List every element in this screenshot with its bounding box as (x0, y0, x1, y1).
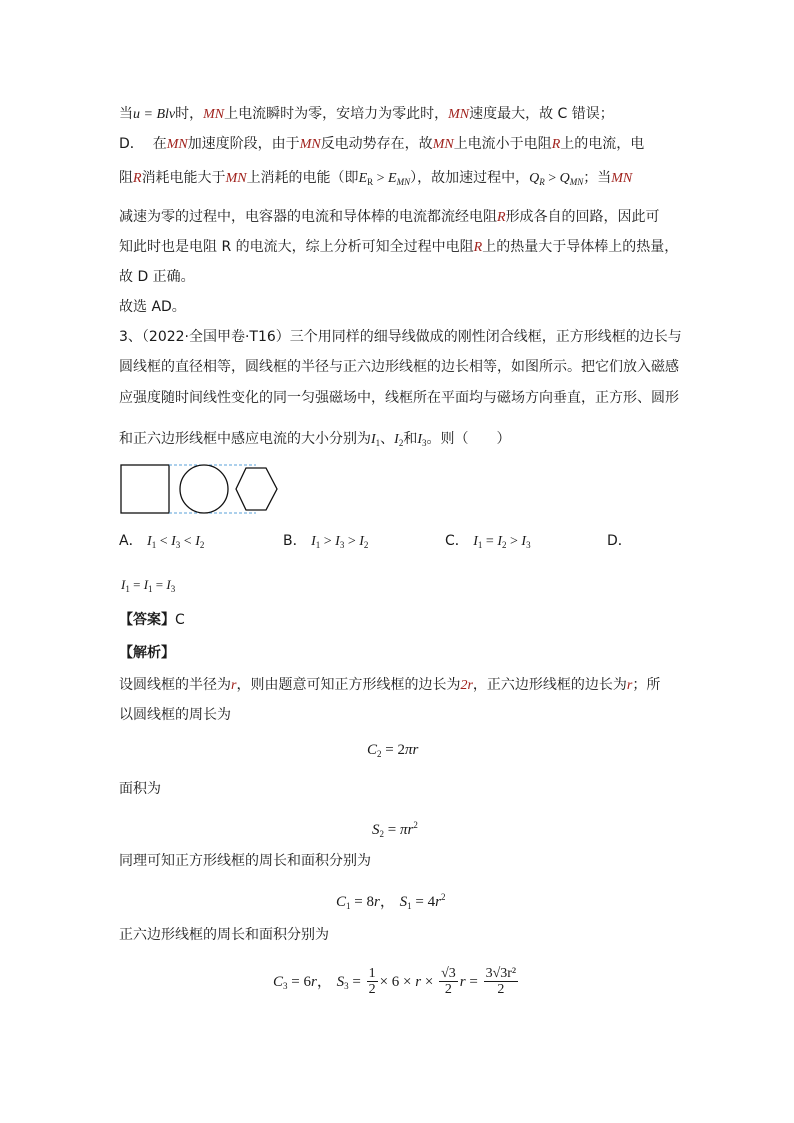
symbol-r: R (551, 137, 561, 152)
text: 知此时也是电阻 R 的电流大，综上分析可知全过程中电阻 (119, 239, 474, 255)
option-label: A． (119, 533, 143, 549)
formula: × 6 × (379, 974, 416, 990)
option-d-expr (121, 574, 175, 600)
formula: r (373, 894, 380, 910)
symbol-mn: MN (166, 137, 188, 152)
formula: = (129, 577, 144, 592)
formula: $I_1$ (311, 534, 321, 550)
formula: $C_2$ (367, 742, 382, 759)
text: 阻 (119, 170, 133, 186)
symbol-mn: MN (448, 107, 470, 122)
answer-value: C (175, 612, 185, 628)
formula: $I_3$ (335, 534, 345, 550)
formula: × (421, 974, 438, 990)
text: 上电流小于电阻 (453, 136, 552, 152)
formula: < (156, 534, 172, 549)
fraction-denominator: 2 (497, 982, 505, 997)
formula: $\pi r^2$ (399, 820, 418, 838)
prev-line-5 (119, 236, 678, 259)
prev-line-6: 故 D 正确。 (119, 269, 195, 285)
equation-c1-s1 (336, 886, 445, 917)
answer-line (119, 609, 185, 631)
formula: $I_2$ (359, 534, 369, 550)
symbol-mn: MN (299, 137, 321, 152)
formula: = (384, 822, 400, 838)
formula: $I_1$ (473, 534, 483, 550)
formula: < (180, 534, 196, 549)
circle-frame (180, 465, 228, 513)
symbol-q: Q (529, 171, 540, 186)
formula: > (320, 534, 336, 549)
formula: $C_1$ (336, 894, 351, 911)
frames-figure (118, 462, 286, 520)
symbol-e: E (358, 171, 368, 186)
fraction-numerator: 1 (368, 966, 376, 981)
subscript: MN (569, 177, 584, 187)
option-label: D． (119, 136, 144, 152)
option-label: C． (445, 533, 469, 549)
symbol-q: Q (559, 171, 570, 186)
formula: r (415, 974, 422, 990)
text: 时， (175, 106, 204, 122)
question-line-4 (119, 428, 511, 454)
fraction-numerator: 3√3r² (485, 966, 517, 981)
text: 在 (152, 136, 167, 152)
prev-line-7: 故选 AD。 (119, 299, 186, 315)
symbol-mn: MN (225, 171, 247, 186)
fraction-result (484, 966, 519, 997)
hexagon-frame (236, 468, 277, 510)
fraction-sqrt3-over-2 (439, 966, 458, 997)
symbol-r: r (626, 678, 633, 693)
formula: $S_3$ (336, 974, 349, 991)
formula: = 4 (411, 894, 436, 910)
subscript: R (367, 177, 374, 187)
formula: = (465, 974, 482, 990)
square-frame (121, 465, 169, 513)
operator: > (544, 171, 560, 186)
equation-c2 (367, 738, 418, 765)
question-line-2: 圆线框的直径相等，圆线框的半径与正六边形线框的边长相等，如图所示。把它们放入磁感 (119, 359, 679, 375)
formula: $I_1$ (143, 577, 153, 594)
analysis-label-text: 【解析】 (119, 645, 175, 661)
option-d: D． (607, 533, 632, 549)
option-label: B． (283, 533, 307, 549)
formula: = 6 (287, 974, 311, 990)
analysis-line-1 (119, 674, 660, 697)
symbol-r: R (133, 171, 142, 186)
text: ；当 (583, 170, 612, 186)
prev-line-3 (119, 167, 632, 193)
text: ， (316, 972, 332, 990)
text: 加速度阶段，由于 (187, 136, 300, 152)
question-line-1: 3、（2022·全国甲卷·T16）三个用同样的细导线做成的刚性闭合线框，正方形线框的边长与 (119, 329, 682, 345)
option-a (119, 530, 204, 556)
formula: > (344, 534, 360, 549)
text: ， (379, 892, 395, 910)
symbol-i: I (417, 432, 423, 447)
operator: > (373, 171, 389, 186)
symbol-2r: 2r (460, 678, 473, 693)
formula: $r^2$ (435, 892, 446, 910)
text: 、 (380, 431, 395, 447)
equation-c3-s3 (273, 964, 520, 1003)
formula: u = Blv (133, 107, 176, 122)
text: 设圆线框的半径为 (119, 677, 231, 693)
text: 和 (403, 431, 418, 447)
text: 形成各自的回路，因此可 (505, 209, 660, 225)
formula: $I_1$ (121, 577, 130, 594)
prev-line-d (119, 133, 644, 156)
symbol-mn: MN (432, 137, 454, 152)
formula: $I_3$ (171, 534, 181, 550)
subscript: R (539, 177, 545, 187)
formula: $I_2$ (497, 534, 507, 550)
formula: πr (404, 742, 419, 758)
subscript: 2 (398, 438, 404, 448)
formula: $I_3$ (166, 577, 176, 594)
text: ），故加速过程中， (410, 170, 530, 186)
option-b (283, 530, 368, 556)
formula: $I_2$ (195, 534, 205, 550)
formula: $S_1$ (399, 894, 412, 911)
formula: $I_3$ (521, 534, 531, 550)
analysis-line-5: 正六边形线框的周长和面积分别为 (119, 927, 329, 943)
formula: $C_3$ (273, 974, 288, 991)
text: 当 (119, 106, 133, 122)
symbol-i: I (371, 432, 376, 447)
question-line-3: 应强度随时间线性变化的同一匀强磁场中，线框所在平面均与磁场方向垂直，正方形、圆形 (119, 390, 679, 406)
text: ，则由题意可知正方形线框的边长为 (236, 677, 461, 693)
fraction-denominator: 2 (444, 982, 452, 997)
prev-line-4 (119, 206, 660, 229)
text: 上的电流，电 (560, 136, 645, 152)
text: 上的热量大于导体棒上的热量， (482, 239, 679, 255)
subscript: 3 (422, 438, 427, 448)
option-c (445, 530, 531, 556)
formula: r (459, 974, 466, 990)
analysis-label (119, 642, 175, 664)
symbol-mn: MN (203, 107, 225, 122)
analysis-line-3: 面积为 (119, 781, 161, 797)
analysis-line-2: 以圆线框的周长为 (119, 707, 231, 723)
prev-line-1 (119, 103, 614, 126)
equation-s2 (372, 814, 418, 845)
symbol-i: I (394, 432, 399, 447)
symbol-r: R (473, 240, 483, 255)
formula: = 8 (350, 894, 374, 910)
symbol-r: r (231, 678, 237, 693)
text: 上电流瞬时为零，安培力为零此时， (224, 106, 449, 122)
text: 和正六边形线框中感应电流的大小分别为 (119, 431, 371, 447)
subscript: MN (396, 177, 411, 187)
text: 反电动势存在，故 (320, 136, 433, 152)
symbol-r: R (497, 210, 506, 225)
formula: = (482, 534, 498, 549)
fraction-numerator: √3 (441, 966, 456, 981)
symbol-mn: MN (611, 171, 633, 186)
formula: $I_1$ (147, 534, 157, 550)
analysis-line-4: 同理可知正方形线框的周长和面积分别为 (119, 853, 371, 869)
text: ，正六边形线框的边长为 (472, 677, 627, 693)
formula: = (152, 577, 167, 592)
text: 消耗电能大于 (141, 170, 226, 186)
formula: = 2 (381, 742, 405, 758)
text: ；所 (632, 677, 661, 693)
formula: = (348, 974, 365, 990)
fraction-denominator: 2 (368, 982, 376, 997)
text: 减速为零的过程中，电容器的电流和导体棒的电流都流经电阻 (119, 209, 497, 225)
text: 。则（ ） (426, 431, 511, 447)
formula: > (506, 534, 522, 549)
text: 上消耗的电能（即 (246, 170, 359, 186)
formula: $S_2$ (372, 822, 384, 839)
answer-label: 【答案】 (119, 612, 175, 628)
subscript: 1 (375, 438, 381, 448)
fraction-half (367, 966, 378, 997)
formula: r (310, 974, 317, 990)
symbol-e: E (388, 171, 397, 186)
text: 速度最大，故 C 错误； (469, 106, 614, 122)
